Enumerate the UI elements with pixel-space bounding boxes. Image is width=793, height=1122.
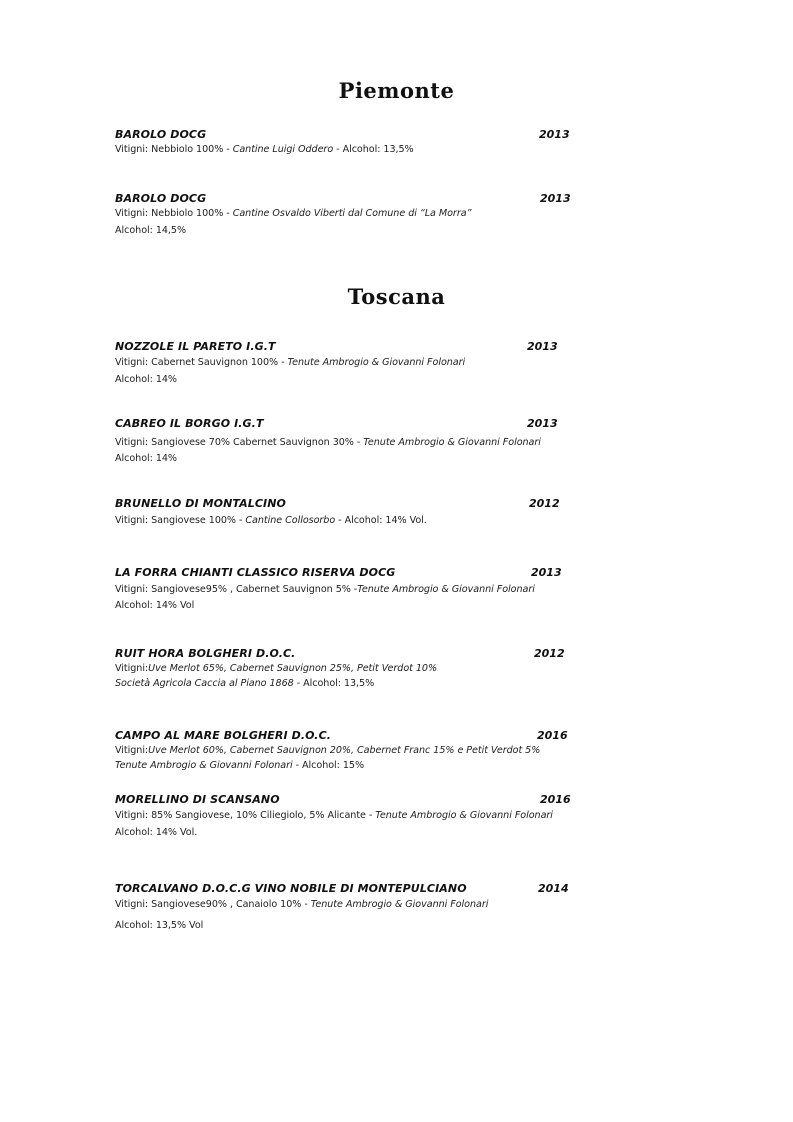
detail-italic-text: Tenute Ambrogio & Giovanni Folonari bbox=[287, 357, 466, 368]
wine-detail-line bbox=[115, 453, 177, 464]
wine-detail-line bbox=[115, 899, 488, 910]
wine-name: CABREO IL BORGO I.G.T bbox=[115, 417, 264, 430]
detail-text: - Alcohol: 13,5% bbox=[333, 144, 414, 155]
section-title-piemonte: Piemonte bbox=[338, 78, 455, 103]
detail-italic-text: Uve Merlot 65%, Cabernet Sauvignon 25%, Petit Verdot 10% bbox=[148, 663, 438, 674]
detail-text: Vitigni: Sangiovese90% , Canaiolo 10% - bbox=[115, 899, 311, 910]
section-title-toscana: Toscana bbox=[347, 284, 446, 309]
detail-text: - Alcohol: 13,5% bbox=[293, 678, 375, 689]
wine-detail-line bbox=[115, 584, 535, 595]
detail-text: Alcohol: 14% bbox=[115, 374, 177, 385]
wine-detail-line bbox=[115, 208, 471, 219]
detail-text: Alcohol: 14% bbox=[115, 453, 177, 464]
detail-italic-text: Uve Merlot 60%, Cabernet Sauvignon 20%, Cabernet Franc 15% e Petit Verdot 5% bbox=[148, 745, 541, 756]
wine-detail-line bbox=[115, 920, 203, 931]
detail-text: Vitigni: Cabernet Sauvignon 100% - bbox=[115, 357, 288, 368]
wine-year: 2013 bbox=[539, 128, 570, 141]
detail-text: Vitigni: bbox=[115, 745, 149, 756]
wine-year: 2016 bbox=[537, 729, 568, 742]
wine-detail-line bbox=[115, 663, 437, 674]
wine-detail-line bbox=[115, 810, 553, 821]
detail-text: Alcohol: 14,5% bbox=[115, 225, 187, 236]
wine-name: RUIT HORA BOLGHERI D.O.C. bbox=[115, 647, 296, 660]
detail-italic-text: Cantine Collosorbo bbox=[245, 515, 336, 526]
detail-italic-text: Cantine Luigi Oddero bbox=[232, 144, 334, 155]
detail-text: Alcohol: 14% Vol. bbox=[115, 827, 198, 838]
detail-text: Vitigni: Sangiovese 70% Cabernet Sauvignon 30% - bbox=[115, 437, 364, 448]
detail-italic-text: Tenute Ambrogio & Giovanni Folonari bbox=[115, 760, 293, 771]
wine-year: 2012 bbox=[529, 497, 560, 510]
detail-text: Alcohol: 13,5% Vol bbox=[115, 920, 204, 931]
detail-text: Vitigni: bbox=[115, 663, 149, 674]
wine-year: 2012 bbox=[534, 647, 565, 660]
detail-text: Vitigni: 85% Sangiovese, 10% Ciliegiolo, 5% Alicante - bbox=[115, 810, 376, 821]
detail-italic-text: Tenute Ambrogio & Giovanni Folonari bbox=[375, 810, 553, 821]
detail-text: - Alcohol: 14% Vol. bbox=[335, 515, 427, 526]
detail-italic-text: Tenute Ambrogio & Giovanni Folonari bbox=[357, 584, 535, 595]
wine-detail-line bbox=[115, 600, 194, 611]
detail-italic-text: Cantine Osvaldo Viberti dal Comune di “La Morra” bbox=[232, 208, 472, 219]
wine-year: 2014 bbox=[538, 882, 569, 895]
detail-text: Vitigni: Nebbiolo 100% - bbox=[115, 144, 233, 155]
wine-detail-line bbox=[115, 745, 540, 756]
detail-text: Alcohol: 14% Vol bbox=[115, 600, 195, 611]
detail-text: Vitigni: Nebbiolo 100% - bbox=[115, 208, 233, 219]
wine-name: CAMPO AL MARE BOLGHERI D.O.C. bbox=[115, 729, 332, 742]
wine-detail-line bbox=[115, 437, 541, 448]
wine-detail-line bbox=[115, 678, 374, 689]
wine-year: 2013 bbox=[540, 192, 571, 205]
wine-name: BRUNELLO DI MONTALCINO bbox=[115, 497, 286, 510]
wine-detail-line bbox=[115, 357, 465, 368]
detail-italic-text: Società Agricola Caccia al Piano 1868 bbox=[115, 678, 294, 689]
wine-name: BAROLO DOCG bbox=[115, 192, 207, 205]
wine-detail-line bbox=[115, 225, 186, 236]
wine-year: 2013 bbox=[527, 340, 558, 353]
wine-name: TORCALVANO D.O.C.G VINO NOBILE DI MONTEPULCIANO bbox=[115, 882, 467, 895]
wine-year: 2013 bbox=[527, 417, 558, 430]
detail-text: Vitigni: Sangiovese95% , Cabernet Sauvignon 5% - bbox=[115, 584, 358, 595]
wine-detail-line bbox=[115, 515, 427, 526]
wine-name: LA FORRA CHIANTI CLASSICO RISERVA DOCG bbox=[115, 566, 396, 579]
wine-name: BAROLO DOCG bbox=[115, 128, 207, 141]
detail-text: Vitigni: Sangiovese 100% - bbox=[115, 515, 246, 526]
wine-name: MORELLINO DI SCANSANO bbox=[115, 793, 280, 806]
wine-year: 2016 bbox=[540, 793, 571, 806]
wine-detail-line bbox=[115, 144, 414, 155]
wine-detail-line bbox=[115, 374, 177, 385]
detail-italic-text: Tenute Ambrogio & Giovanni Folonari bbox=[363, 437, 541, 448]
wine-year: 2013 bbox=[531, 566, 562, 579]
wine-detail-line bbox=[115, 827, 197, 838]
detail-italic-text: Tenute Ambrogio & Giovanni Folonari bbox=[310, 899, 489, 910]
wine-detail-line bbox=[115, 760, 364, 771]
detail-text: - Alcohol: 15% bbox=[292, 760, 365, 771]
wine-name: NOZZOLE IL PARETO I.G.T bbox=[115, 340, 276, 353]
